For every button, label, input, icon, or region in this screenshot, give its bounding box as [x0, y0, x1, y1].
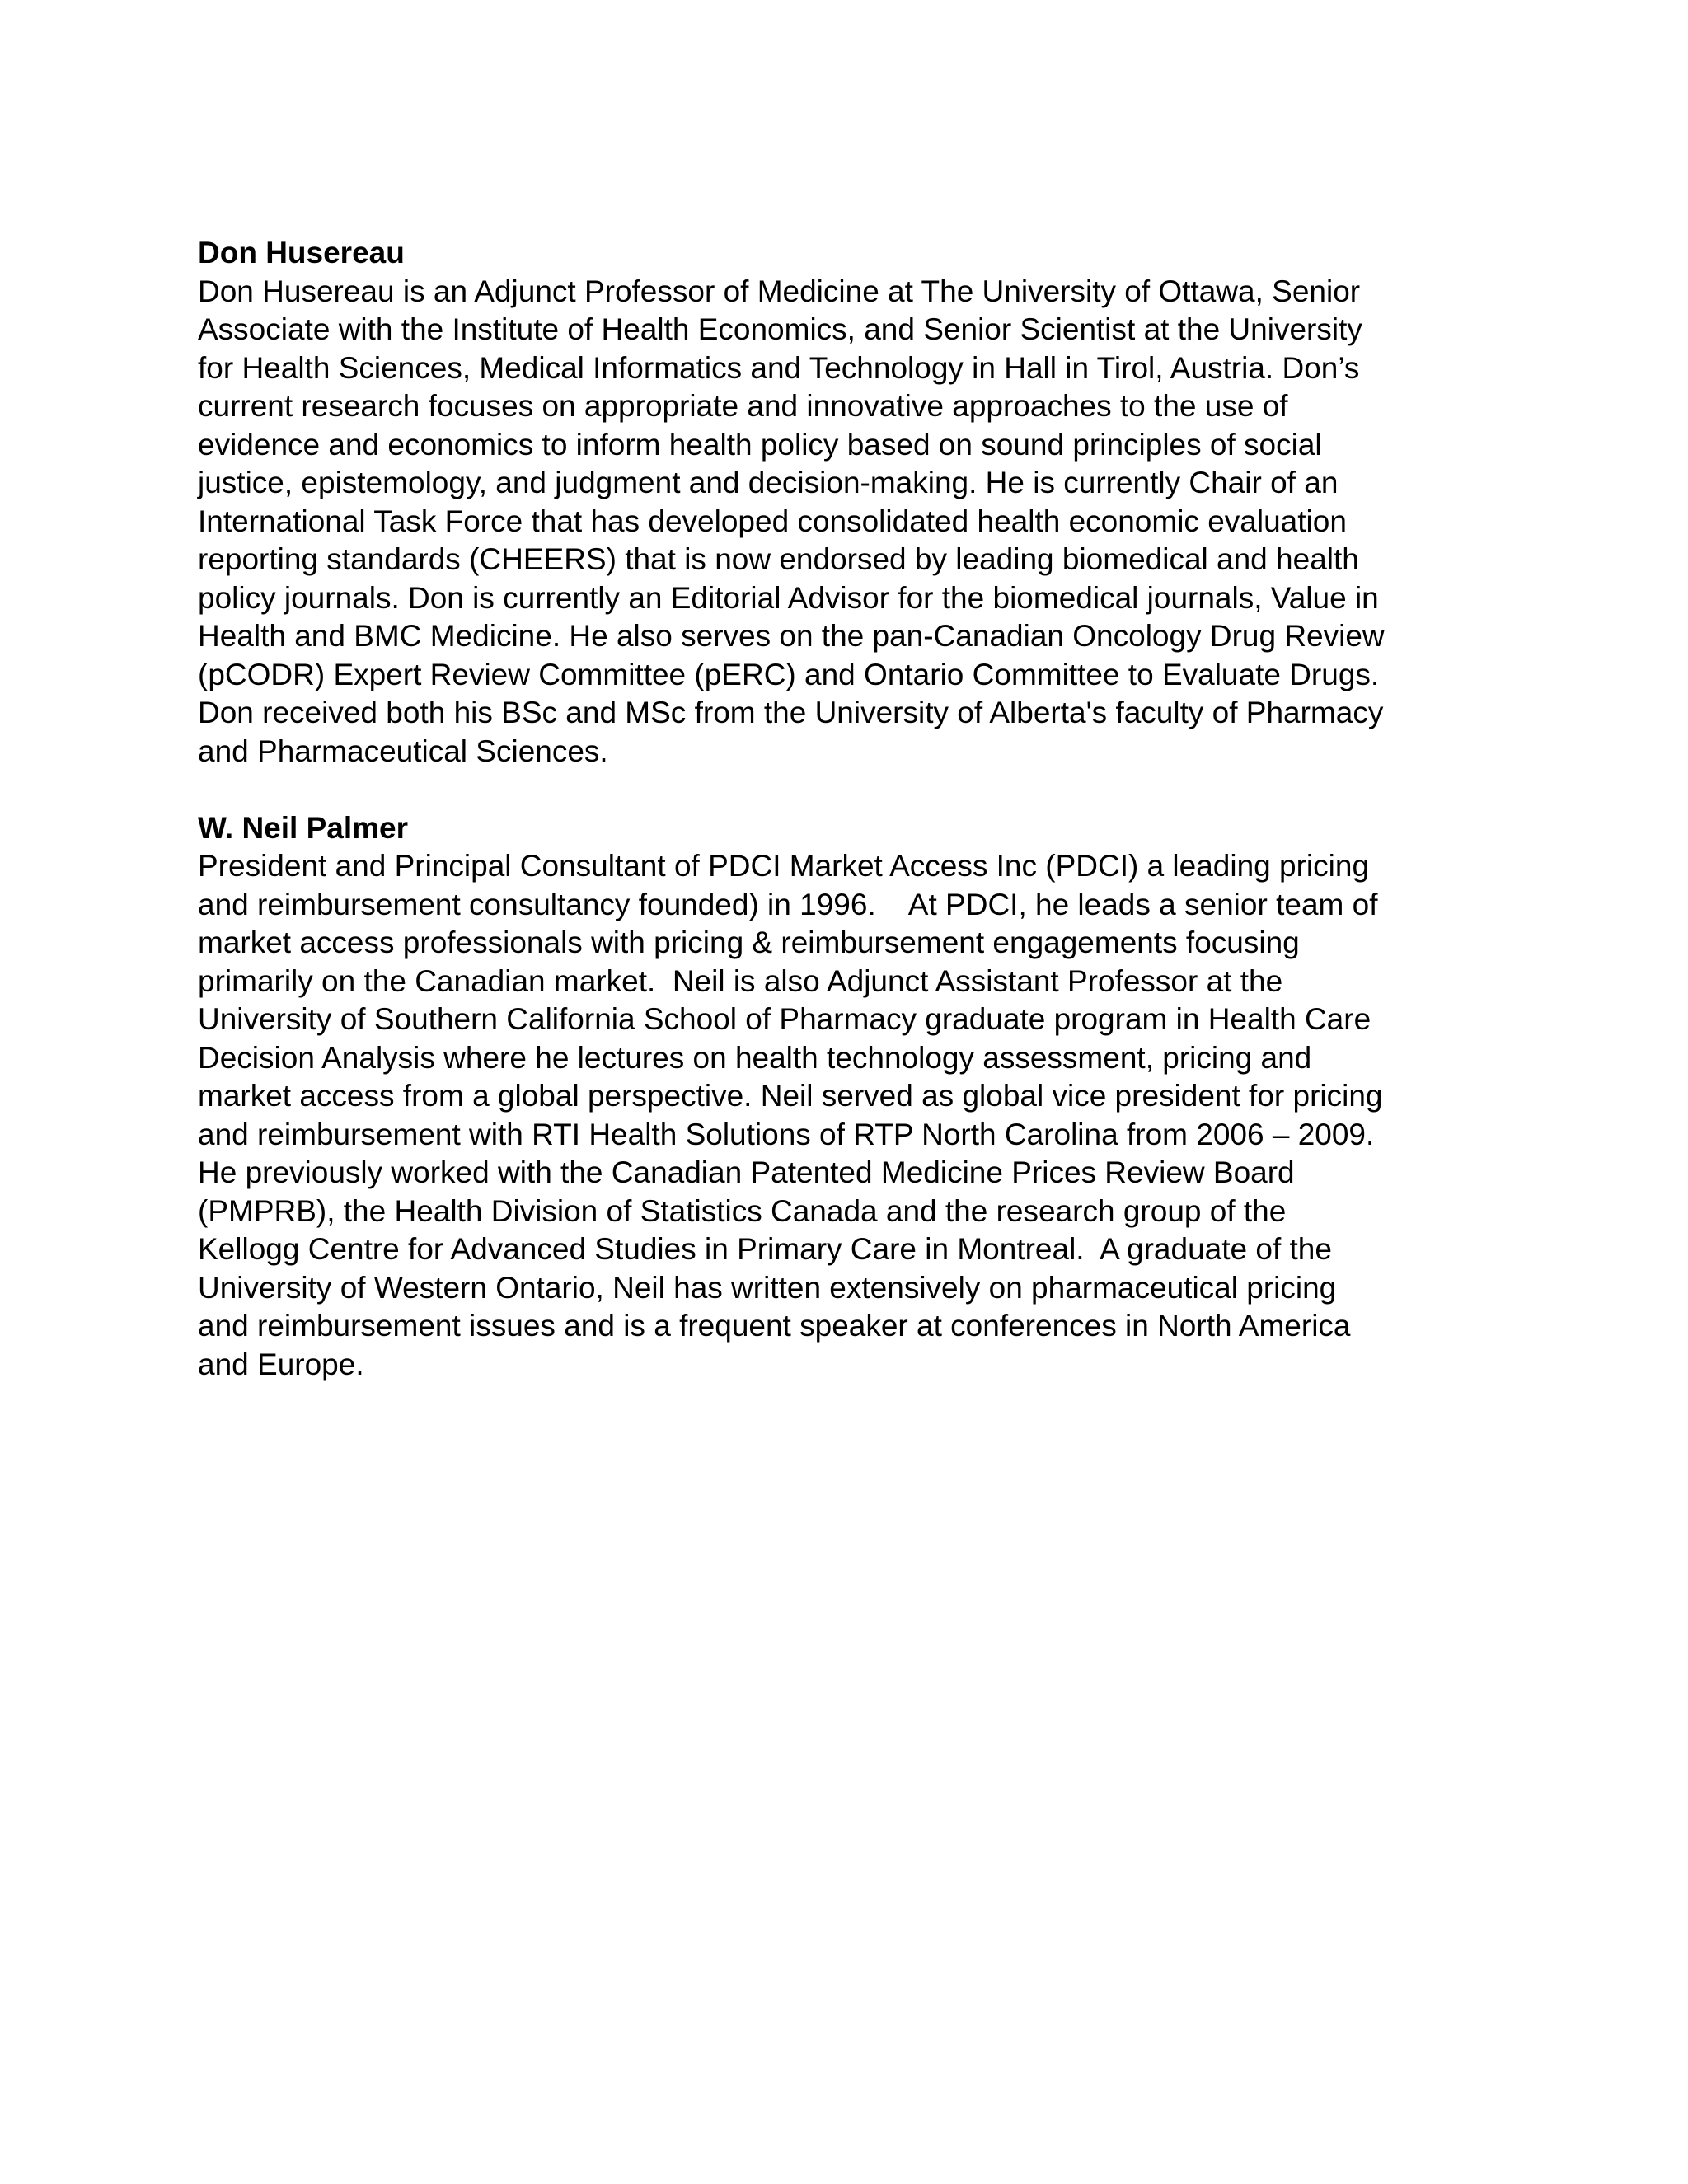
text-line: market access professionals with pricing & reimbursement engagements focusing	[198, 926, 1300, 959]
text-line: Health and BMC Medicine. He also serves on the pan-Canadian Oncology Drug Review	[198, 619, 1385, 653]
text-line: reporting standards (CHEERS) that is now endorsed by leading biomedical and health	[198, 542, 1359, 576]
text-line: Associate with the Institute of Health Economics, and Senior Scientist at the University	[198, 312, 1362, 346]
text-line: and reimbursement issues and is a frequent speaker at conferences in North America	[198, 1309, 1351, 1343]
text-line: justice, epistemology, and judgment and decision-making. He is currently Chair of an	[198, 466, 1339, 499]
bio-text	[198, 273, 1517, 771]
text-line: Don received both his BSc and MSc from the University of Alberta's faculty of Pharmacy	[198, 696, 1384, 729]
text-line: primarily on the Canadian market. Neil is also Adjunct Assistant Professor at the	[198, 963, 1283, 998]
text-line: and Pharmaceutical Sciences.	[198, 733, 608, 768]
text-line: He previously worked with the Canadian Patented Medicine Prices Review Board	[198, 1155, 1295, 1189]
text-line: (pCODR) Expert Review Committee (pERC) and Ontario Committee to Evaluate Drugs.	[198, 657, 1380, 691]
text-line: and Europe.	[198, 1347, 364, 1381]
bio-name: Don Husereau	[198, 236, 405, 269]
text-line: evidence and economics to inform health policy based on sound principles of social	[198, 427, 1322, 462]
text-line: market access from a global perspective. Neil served as global vice president for pricing	[198, 1079, 1383, 1113]
bio-text	[198, 847, 1517, 1384]
text-line: Decision Analysis where he lectures on health technology assessment, pricing and	[198, 1040, 1312, 1075]
text-line: and reimbursement consultancy founded) in 1996. At PDCI, he leads a senior team of	[198, 887, 1378, 921]
text-line: for Health Sciences, Medical Informatics and Technology in Hall in Tirol, Austria. Don’s	[198, 350, 1360, 385]
text-line: current research focuses on appropriate and innovative approaches to the use of	[198, 389, 1288, 423]
bio-don-husereau	[198, 234, 1517, 771]
text-line: Kellogg Centre for Advanced Studies in Primary Care in Montreal. A graduate of the	[198, 1232, 1332, 1266]
text-line: University of Western Ontario, Neil has written extensively on pharmaceutical pricing	[198, 1270, 1337, 1305]
text-line: President and Principal Consultant of PDCI Market Access Inc (PDCI) a leading pricing	[198, 849, 1370, 883]
bio-name: W. Neil Palmer	[198, 810, 408, 845]
bio-w-neil-palmer	[198, 809, 1517, 1385]
document-page	[198, 234, 1517, 1384]
text-line: policy journals. Don is currently an Editorial Advisor for the biomedical journals, Value in	[198, 580, 1379, 615]
text-line: Don Husereau is an Adjunct Professor of Medicine at The University of Ottawa, Senior	[198, 274, 1361, 308]
text-line: and reimbursement with RTI Health Solutions of RTP North Carolina from 2006 – 2009.	[198, 1117, 1375, 1151]
text-line: International Task Force that has developed consolidated health economic evaluation	[198, 504, 1347, 538]
text-line: (PMPRB), the Health Division of Statistics Canada and the research group of the	[198, 1193, 1287, 1228]
text-line: University of Southern California School of Pharmacy graduate program in Health Care	[198, 1002, 1372, 1036]
